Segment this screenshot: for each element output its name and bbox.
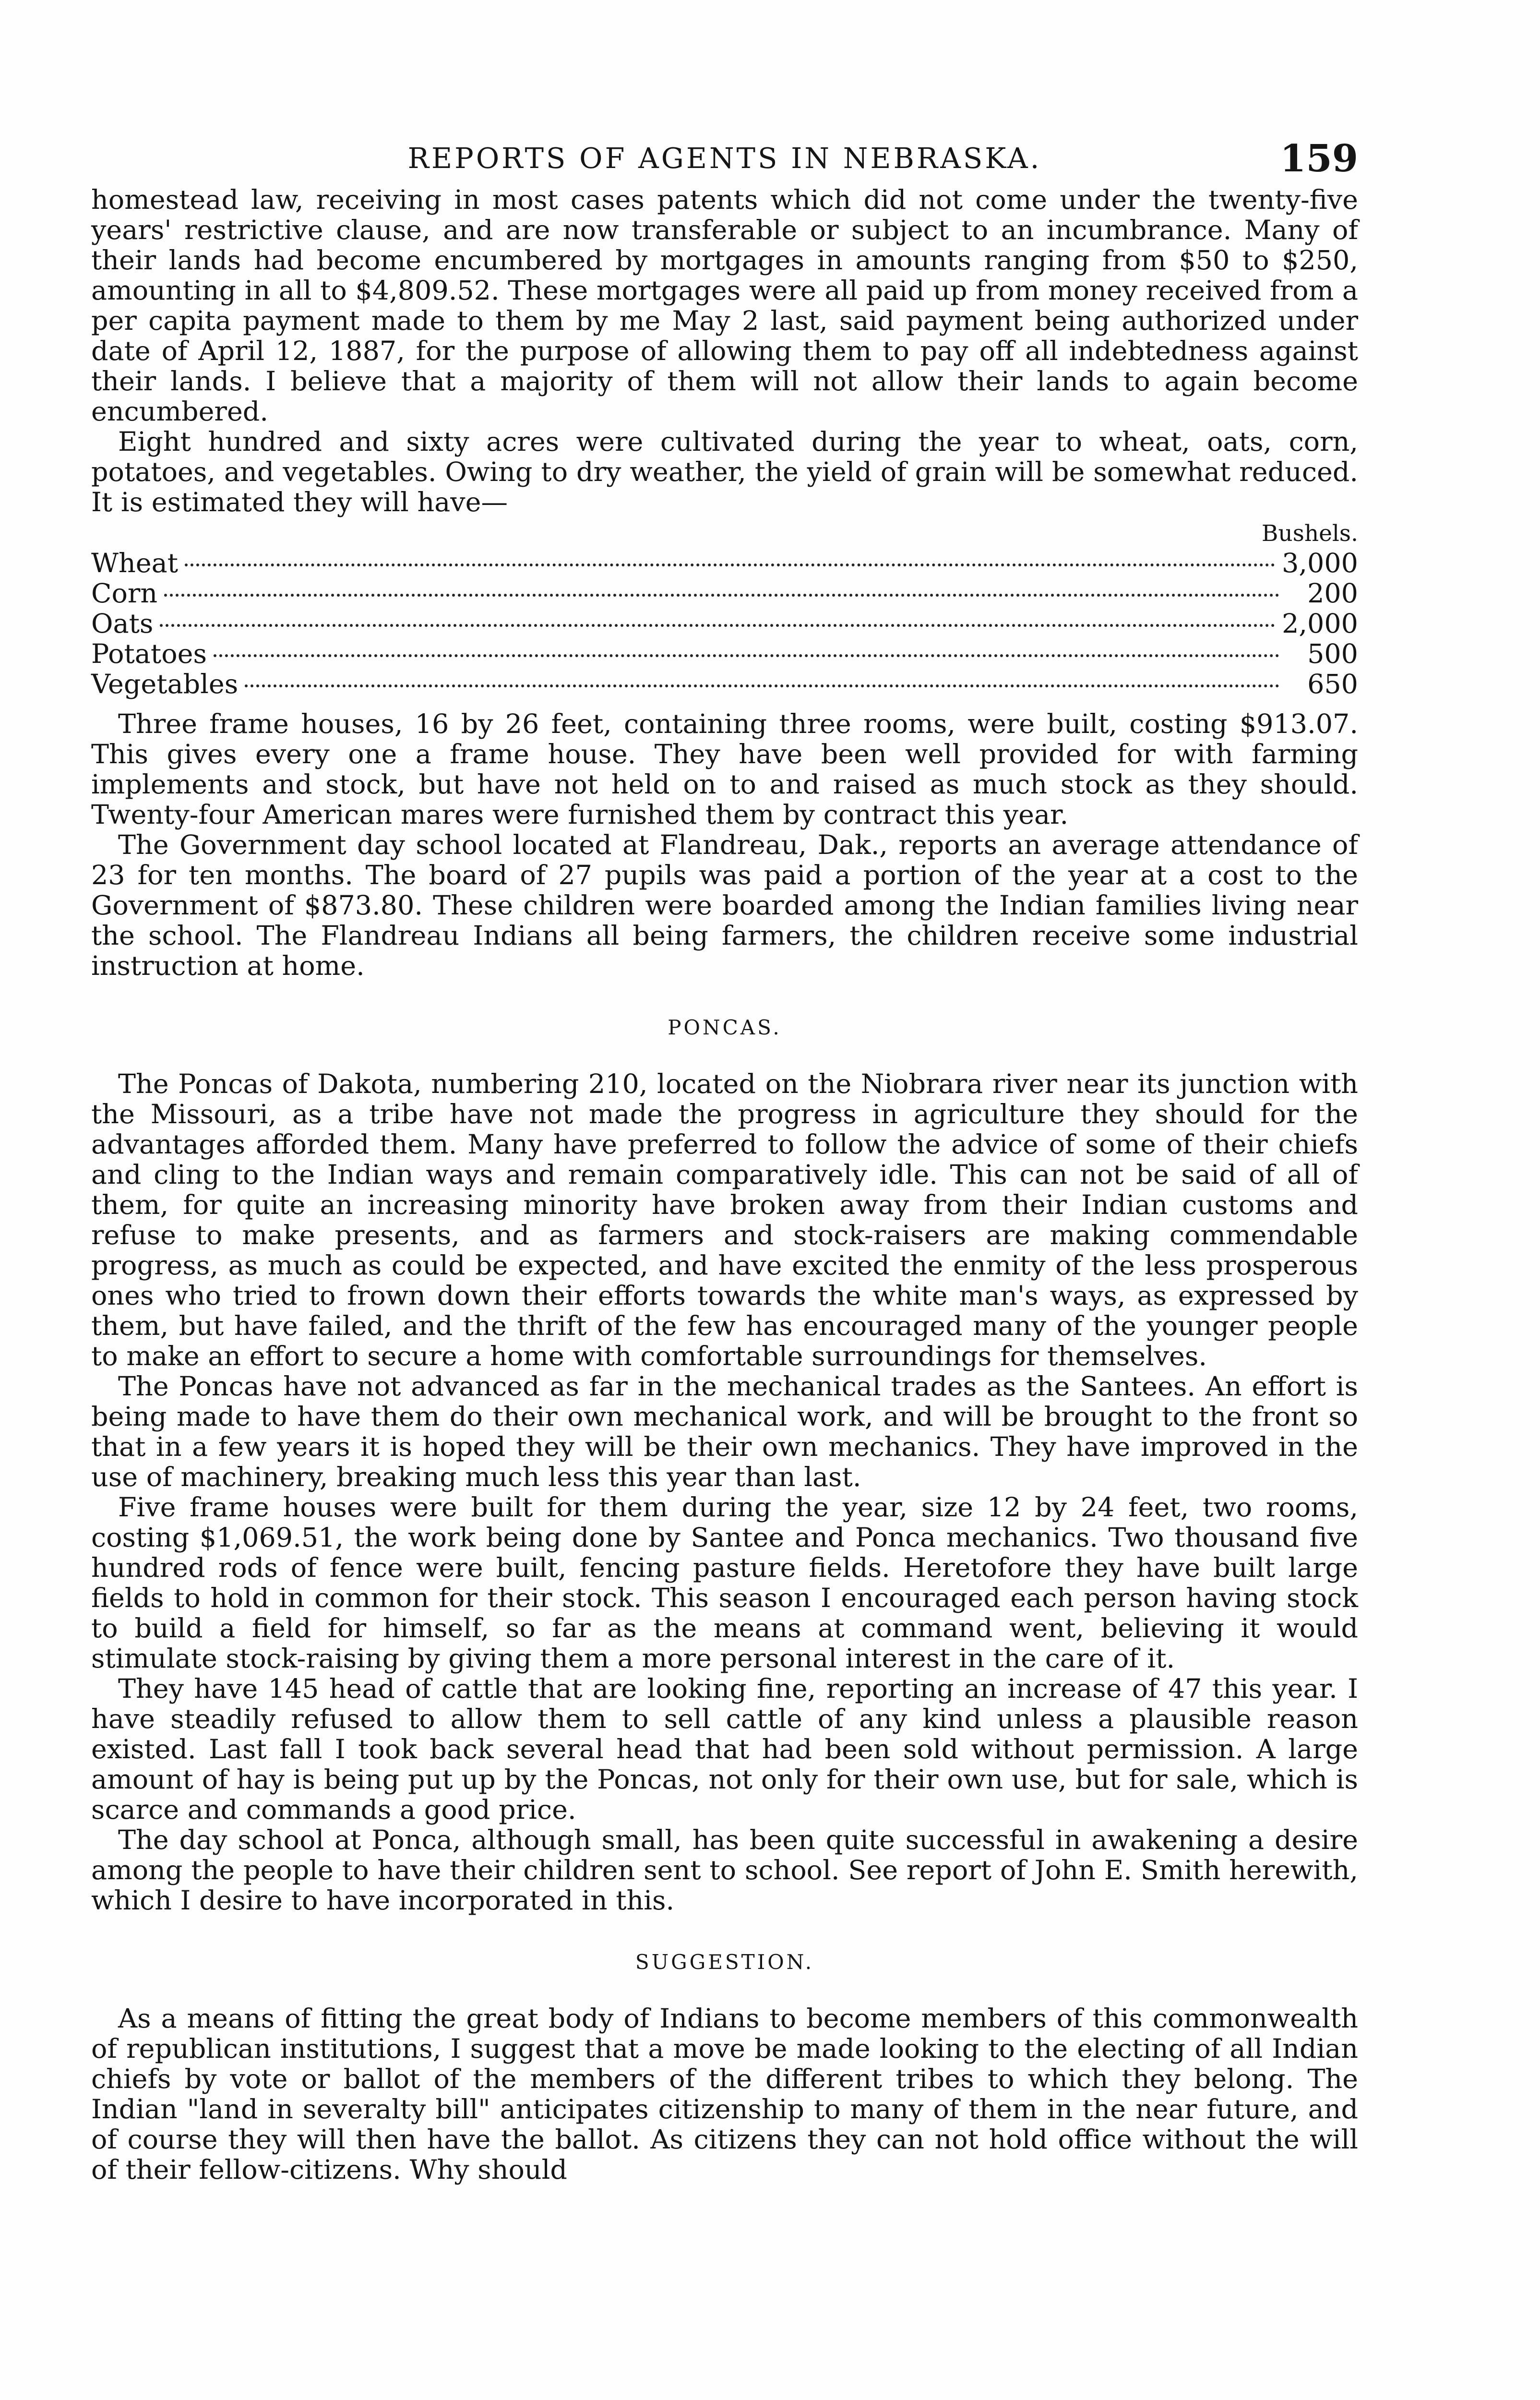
crop-bushels: 500 [1307,638,1358,670]
crop-bushels: 2,000 [1282,608,1358,639]
section-heading-poncas: PONCAS. [668,1016,782,1039]
dot-leader [164,594,1279,597]
crop-name: Oats [91,608,154,639]
crop-bushels: 200 [1307,578,1358,609]
paragraph: Eight hundred and sixty acres were cultivated during the year to wheat, oats, corn, potatoes, and vegetables. Owing to dry weather, the yield of grain will be somewhat reduced. It is estimated they will have— [91,426,1358,518]
crop-row [91,639,1358,669]
spacer [91,699,1358,709]
paragraph: Five frame houses were built for them during the year, size 12 by 24 feet, two rooms, costing $1,069.51, the work being done by Santee and Ponca mechanics. Two thousand five hundred rods of fence were built, fencing pasture fields. Heretofore they have built large fields to hold in common for their stock. This season I encouraged each person having stock to build a field for himself, so far as the means at command went, believing it would stimulate stock-raising by giving them a more personal interest in the care of it. [91,1492,1358,1674]
crop-table-unit-header: Bushels. [1261,520,1358,547]
crop-name: Vegetables [91,669,239,700]
crop-yield-table [91,548,1358,699]
paragraph: The Poncas of Dakota, numbering 210, located on the Niobrara river near its junction with the Missouri, as a tribe have not made the progress in agriculture they should for the advantages afforded them. Many have preferred to follow the advice of some of their chiefs and cling to the Indian ways and remain comparatively idle. This can not be said of all of them, for quite an increasing minority have broken away from their Indian customs and refuse to make presents, and as farmers and stock-raisers are making commendable progress, as much as could be expected, and have excited the enmity of the less prosperous ones who tried to frown down their efforts towards the white man's ways, as expressed by them, but have failed, and the thrift of the few has encouraged many of the younger people to make an effort to secure a home with comfortable surroundings for themselves. [91,1068,1358,1372]
paragraph: The Poncas have not advanced as far in the mechanical trades as the Santees. An effort is being made to have them do their own mechanical work, and will be brought to the front so that in a few years it is hoped they will be their own mechanics. They have improved in the use of machinery, breaking much less this year than last. [91,1371,1358,1493]
crop-bushels: 3,000 [1282,548,1358,579]
crop-bushels: 650 [1307,669,1358,700]
section-heading-suggestion: SUGGESTION. [635,1950,814,1974]
crop-name: Wheat [91,548,179,579]
dot-leader [245,684,1279,687]
paragraph: The Government day school located at Flandreau, Dak., reports an average attendance of 23 for ten months. The board of 27 pupils was paid a portion of the year at a cost to the Government of $873.80. These children were boarded among the Indian families living near the school. The Flandreau Indians all being farmers, the children receive some industrial instruction at home. [91,829,1358,982]
paragraph: homestead law, receiving in most cases patents which did not come under the twenty-five years' restrictive clause, and are now transferable or subject to an incumbrance. Many of their lands had become encumbered by mortgages in amounts ranging from $50 to $250, amounting in all to $4,809.52. These mortgages were all paid up from money received from a per capita payment made to them by me May 2 last, said payment being authorized under date of April 12, 1887, for the purpose of allowing them to pay off all indebtedness against their lands. I believe that a majority of them will not allow their lands to again become encumbered. [91,184,1358,427]
dot-leader [214,654,1279,657]
crop-row [91,578,1358,609]
crop-name: Potatoes [91,638,207,670]
running-title: REPORTS OF AGENTS IN NEBRASKA. [407,142,1042,175]
dot-leader [185,564,1275,566]
paragraph: The day school at Ponca, although small, has been quite successful in awakening a desire among the people to have their children sent to school. See report of John E. Smith herewith, which I desire to have incorporated in this. [91,1824,1358,1916]
paragraph: Three frame houses, 16 by 26 feet, containing three rooms, were built, costing $913.07. This gives every one a frame house. They have been well provided for with farming implements and stock, but have not held on to and raised as much stock as they should. Twenty-four American mares were furnished them by contract this year. [91,708,1358,830]
dot-leader [160,624,1275,627]
page-content [91,137,1358,2185]
crop-row [91,669,1358,699]
page-number: 159 [1280,137,1358,180]
crop-row [91,609,1358,639]
crop-name: Corn [91,578,158,609]
paragraph: They have 145 head of cattle that are looking fine, reporting an increase of 47 this year. I have steadily refused to allow them to sell cattle of any kind unless a plausible reason existed. Last fall I took back several head that had been sold without permission. A large amount of hay is being put up by the Poncas, not only for their own use, but for sale, which is scarce and commands a good price. [91,1673,1358,1825]
paragraph: As a means of fitting the great body of Indians to become members of this commonwealth of republican institutions, I suggest that a move be made looking to the electing of all Indian chiefs by vote or ballot of the members of the different tribes to which they belong. The Indian "land in severalty bill" anticipates citizenship to many of them in the near future, and of course they will then have the ballot. As citizens they can not hold office without the will of their fellow-citizens. Why should [91,2003,1358,2185]
crop-row [91,548,1358,578]
running-head [91,137,1358,185]
